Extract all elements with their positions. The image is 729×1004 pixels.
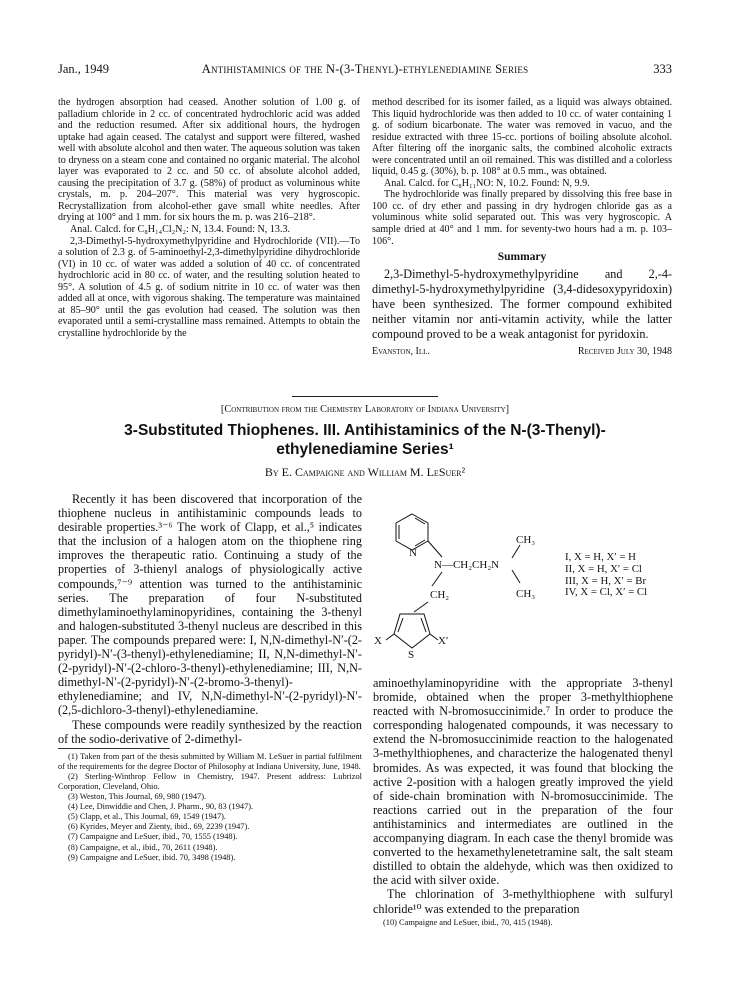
running-title: Antihistaminics of the N-(3-Thenyl)-ethylenediamine Series (201, 62, 529, 76)
summary-heading: Summary (497, 251, 547, 264)
summary-text: 2,3-Dimethyl-5-hydroxymethylpyridine and 2,-4-dimethyl-5-hydroxymethylpyridine (3,4-didesoxypyridoxin) have been synthesized. The former compound exhibited neither vitamin nor anti-vitamin activity, while the latter compound proved to be a weak antagonist for pyridoxin. (372, 266, 672, 342)
paragraph: The hydrochloride was finally prepared by dissolving this free base in 100 cc. of dry ether and passing in dry hydrogen chloride gas as a voluminous white solid separated out. This was very hygroscopic. A sample dried at 40° and 1 mm. for seventy-two hours had a m. p. 103–106°. (372, 189, 672, 247)
authors: E. Campaigne and William M. LeSuer² (281, 465, 466, 479)
analysis-line: Anal. Calcd. for C₈H₁₁NO: N, 10.2. Found: N, 9.9. (384, 177, 590, 189)
paragraph: the hydrogen absorption had ceased. Another solution of 1.00 g. of palladium chloride in 2 cc. of concentrated hydrochloric acid was added and the reduction resumed. After six additional hours, the hydrogen uptake had again ceased. The catalyst and support were filtered, washed well with absolute alcohol and then water. The aqueous solution was taken to dryness on a steam cone and contained no organic material. The alcohol layer was evaporated to 2 cc. and 50 cc. of absolute alcohol added, causing the precipitation of 3.7 g. (58%) of product as voluminous white crystals, m. p. 204–207°. This material was very hygroscopic. Recrystallization from alcohol-ether gave small white needles. After drying at 100° and 1 mm. for six hours the m. p. was 216–218°. (58, 97, 360, 224)
footnote: (8) Campaigne, et al., ibid., 70, 2611 (1948). (68, 842, 218, 852)
paragraph: The chlorination of 3-methylthiophene with sulfuryl chloride¹⁰ was extended to the preparation (373, 887, 673, 916)
byline (58, 465, 672, 480)
pyridine-ring (396, 514, 428, 550)
amine-chain: N—CH₂CH₂N (434, 559, 500, 571)
contribution-line: [Contribution from the Chemistry Laboratory of Indiana University] (220, 404, 510, 415)
left-column-top (58, 97, 360, 339)
bond (512, 570, 520, 583)
paragraph: method described for its isomer failed, as a liquid was always obtained. This liquid hydrochloride was then added to 10 cc. of water containing 1 g. of sodium bicarbonate. The water was removed in vacuo, and the residue extracted with three 15-cc. portions of boiling absolute alcohol. After filtering off the inorganic salts, the combined alcoholic extracts were concentrated until an oil remained. This was distilled and a colorless liquid, 0.45 g. (30%), b. p. 108° at 0.5 mm., was obtained. (372, 97, 672, 178)
left-column-body (58, 492, 362, 863)
page-number: 333 (653, 62, 672, 76)
methylene: CH₂ (430, 589, 450, 601)
paragraph: Recently it has been discovered that incorporation of the thiophene nucleus in antihistaminic compounds leads to desirable properties.³⁻⁶ The work of Clapp, et al.,⁵ indicates that the inclusion of a halogen atom on the thiophene ring improves the therapeutic ratio. Continuing a study of the properties of 3-thienyl analogs of physiologically active compounds,⁷⁻⁹ attention was turned to the antihistaminic series. The preparation of four N-substituted dimethylaminoethylaminopyridines, containing the 3-thenyl and halogen-substituted 3-thenyl nucleus are described in this paper. The compounds prepared were: I, N,N-dimethyl-N′-(2-pyridyl)-N′-(3-thenyl)-ethylenediamine; II, N,N-dimethyl-N′-(2-pyridyl)-N′-(2-chloro-3-thenyl)-ethylenediamine; III, N,N-dimethyl-N′-(2-pyridyl)-N′-(2-bromo-3-thenyl)-ethylenediamine; and IV, N,N-dimethyl-N′-(2-pyridyl)-N′-(2,5-dichloro-3-thenyl)-ethylenediamine. (58, 492, 362, 718)
analysis-line: Anal. Calcd. for C₈H₁₄Cl₂N₂: N, 13.4. Found: N, 13.3. (70, 224, 291, 236)
footnote-rule (58, 748, 170, 749)
footnote: (3) Weston, This Journal, 69, 980 (1947). (68, 792, 207, 802)
footnote: (6) Kyrides, Meyer and Zienty, ibid., 69, 2239 (1947). (68, 822, 250, 832)
right-column-top (372, 97, 672, 357)
article-title (78, 421, 652, 459)
bond (414, 602, 428, 612)
received-date: Received July 30, 1948 (577, 345, 672, 357)
signature-line (372, 346, 672, 358)
compound-list (565, 552, 647, 599)
footnote: (9) Campaigne and LeSuer, ibid. 70, 3498 (1948). (68, 852, 236, 862)
thiophene-sulfur: S (408, 649, 415, 661)
bond (386, 634, 394, 640)
paragraph: 2,3-Dimethyl-5-hydroxymethylpyridine and Hydrochloride (VII).—To a solution of 2.3 g. of 5-aminoethyl-2,3-dimethylpyridine dihydrochloride (VI) in 10 cc. of water was added a solution of 40 cc. of concentrated hydrochloric acid in 80 cc. of water, and the resulting solution heated to 95°. A solution of 4.5 g. of sodium nitrite in 10 cc. of water was then added all at once, with vigorous shaking. The temperature was maintained at 85–90° until the gas evolution had ceased. The solution was then evaporated until a semi-crystalline mass remained. Attempts to obtain the crystalline hydrochloride by the (58, 235, 360, 339)
title-line: 3-Substituted Thiophenes. III. Antihistaminics of the N-(3-Thenyl)- (124, 422, 606, 439)
footnotes (58, 752, 362, 863)
bond (430, 634, 438, 640)
title-line: ethylenediamine Series¹ (276, 441, 454, 458)
compound-item: III, X = H, X′ = Br (565, 574, 647, 587)
location: Evanston, Ill. (372, 345, 430, 357)
section-divider (292, 396, 438, 397)
footnote: (10) Campaigne and LeSuer, ibid., 70, 415 (1948). (383, 917, 553, 927)
bond (428, 541, 442, 557)
thiophene-ring (394, 614, 430, 648)
footnote: (2) Sterling-Winthrop Fellow in Chemistry, 1947. Present address: Lubrizol Corporation, Cleveland, Ohio. (58, 771, 362, 791)
methyl-top: CH₃ (516, 534, 536, 546)
footnote: (1) Taken from part of the thesis submitted by William M. LeSuer in partial fulfilment of the requirements for the degree Doctor of Philosophy at Indiana University, June, 1948. (58, 751, 362, 771)
footnotes (373, 918, 673, 928)
x-substituent: X (374, 635, 382, 647)
methyl-bottom: CH₃ (516, 588, 536, 600)
issue-date: Jan., 1949 (58, 62, 110, 76)
bond (512, 545, 520, 558)
compound-item: II, X = H, X′ = Cl (565, 562, 642, 575)
x-prime-substituent: X′ (438, 635, 449, 647)
paragraph: aminoethylaminopyridine with the appropriate 3-thenyl bromide, obtained when the proper 3-methylthiophene reacted with N-bromosuccinimide.⁷ In order to produce the corresponding halogenated compounds, it was necessary to extend the N-bromosuccinimide reaction to the halogenated 3-methylthiophenes, and characterize the halogenated thenyl bromides. As was expected, it was found that blocking the active 2-position with a halogen greatly improved the yield of side-chain bromination with N-bromosuccinimide. The reactions carried out in the preparation of the four antihistaminics and intermediates are outlined in the accompanying diagram. In each case the thenyl bromide was converted to the hexamethylenetetramine salt, the salt steam distilled to obtain the aldehyde, which was then oxidized to the acid with silver oxide. (373, 676, 673, 888)
paragraph: These compounds were readily synthesized by the reaction of the sodio-derivative of 2-dimethyl- (58, 717, 362, 746)
pyridine-nitrogen: N (409, 547, 417, 559)
compound-item: I, X = H, X′ = H (565, 551, 636, 563)
right-column-body (373, 676, 673, 928)
by-word: By (264, 465, 279, 479)
footnote: (5) Clapp, et al., This Journal, 69, 1549 (1947). (68, 812, 227, 822)
footnote: (4) Lee, Dinwiddie and Chen, J. Pharm., 90, 83 (1947). (68, 802, 254, 812)
compound-item: IV, X = Cl, X′ = Cl (565, 586, 648, 599)
bond (432, 572, 442, 586)
footnote: (7) Campaigne and LeSuer, ibid., 70, 1555 (1948). (68, 832, 238, 842)
